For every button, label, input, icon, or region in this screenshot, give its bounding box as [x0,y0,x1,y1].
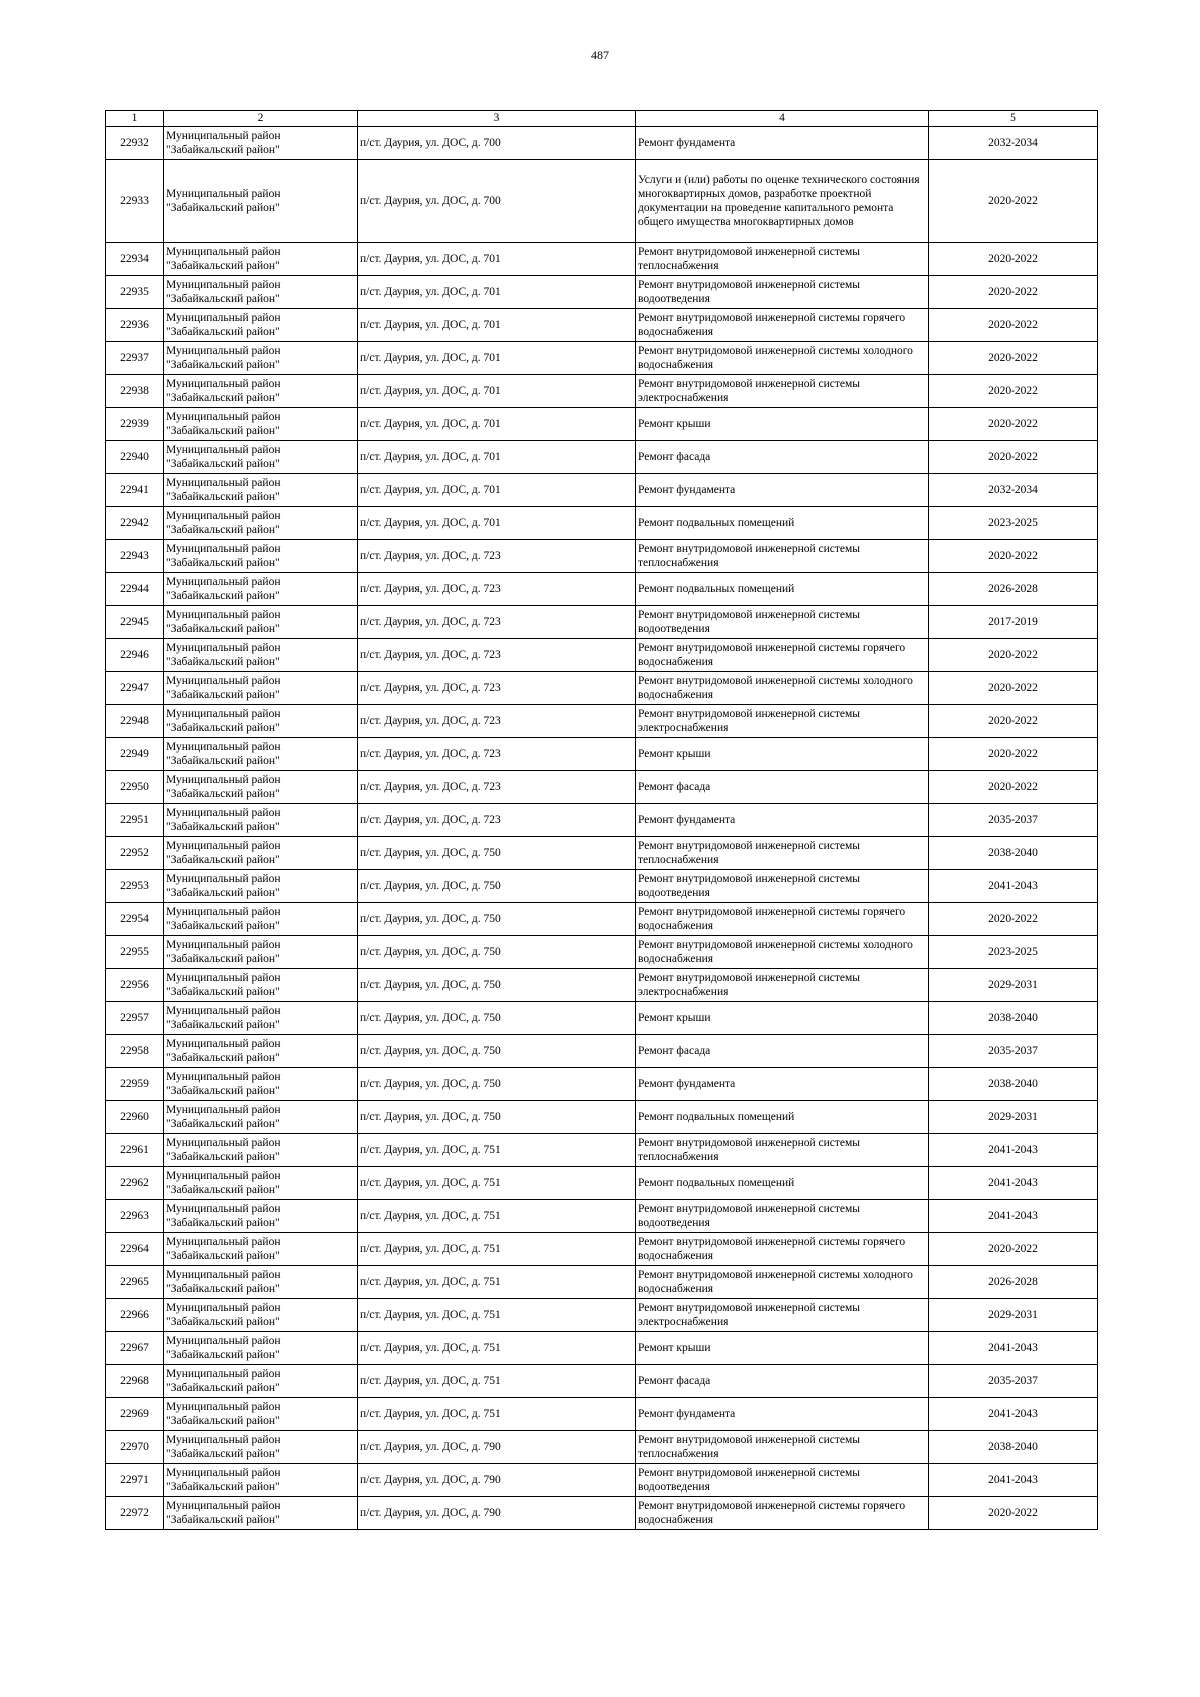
municipality-cell: Муниципальный район "Забайкальский район" [164,1266,358,1299]
municipality-cell: Муниципальный район "Забайкальский район" [164,1167,358,1200]
work-type-cell: Ремонт фундамента [636,1068,929,1101]
row-number: 22964 [106,1233,164,1266]
row-number: 22947 [106,672,164,705]
row-number: 22950 [106,771,164,804]
work-type-cell: Ремонт фасада [636,771,929,804]
period-cell: 2038-2040 [929,837,1098,870]
row-number: 22963 [106,1200,164,1233]
address-cell: п/ст. Даурия, ул. ДОС, д. 701 [358,276,636,309]
period-cell: 2041-2043 [929,1167,1098,1200]
table-row [106,1497,1098,1530]
work-type-cell: Ремонт внутридомовой инженерной системы теплоснабжения [636,540,929,573]
period-cell: 2032-2034 [929,127,1098,160]
period-cell: 2023-2025 [929,507,1098,540]
address-cell: п/ст. Даурия, ул. ДОС, д. 750 [358,936,636,969]
municipality-cell: Муниципальный район "Забайкальский район" [164,507,358,540]
period-cell: 2029-2031 [929,1101,1098,1134]
address-cell: п/ст. Даурия, ул. ДОС, д. 723 [358,606,636,639]
address-cell: п/ст. Даурия, ул. ДОС, д. 701 [358,441,636,474]
table-row [106,1233,1098,1266]
period-cell: 2041-2043 [929,1134,1098,1167]
period-cell: 2020-2022 [929,276,1098,309]
municipality-cell: Муниципальный район "Забайкальский район" [164,276,358,309]
table-row [106,672,1098,705]
work-type-cell: Ремонт внутридомовой инженерной системы электроснабжения [636,1299,929,1332]
column-header: 4 [636,111,929,127]
period-cell: 2038-2040 [929,1431,1098,1464]
work-type-cell: Ремонт внутридомовой инженерной системы водоотведения [636,870,929,903]
work-type-cell: Ремонт внутридомовой инженерной системы теплоснабжения [636,1134,929,1167]
municipality-cell: Муниципальный район "Забайкальский район" [164,1002,358,1035]
table-row [106,1167,1098,1200]
table-row [106,1035,1098,1068]
row-number: 22938 [106,375,164,408]
period-cell: 2026-2028 [929,1266,1098,1299]
work-type-cell: Ремонт фасада [636,441,929,474]
table-row [106,1068,1098,1101]
address-cell: п/ст. Даурия, ул. ДОС, д. 700 [358,160,636,243]
municipality-cell: Муниципальный район "Забайкальский район" [164,1365,358,1398]
work-type-cell: Ремонт внутридомовой инженерной системы теплоснабжения [636,243,929,276]
table-row [106,639,1098,672]
row-number: 22965 [106,1266,164,1299]
address-cell: п/ст. Даурия, ул. ДОС, д. 790 [358,1497,636,1530]
row-number: 22956 [106,969,164,1002]
municipality-cell: Муниципальный район "Забайкальский район" [164,408,358,441]
period-cell: 2035-2037 [929,804,1098,837]
work-type-cell: Ремонт внутридомовой инженерной системы горячего водоснабжения [636,1497,929,1530]
table-row [106,1299,1098,1332]
period-cell: 2023-2025 [929,936,1098,969]
period-cell: 2020-2022 [929,639,1098,672]
work-type-cell: Ремонт подвальных помещений [636,1167,929,1200]
work-type-cell: Ремонт внутридомовой инженерной системы электроснабжения [636,375,929,408]
address-cell: п/ст. Даурия, ул. ДОС, д. 723 [358,705,636,738]
row-number: 22949 [106,738,164,771]
column-header: 1 [106,111,164,127]
municipality-cell: Муниципальный район "Забайкальский район" [164,1464,358,1497]
table-row [106,969,1098,1002]
address-cell: п/ст. Даурия, ул. ДОС, д. 723 [358,771,636,804]
address-cell: п/ст. Даурия, ул. ДОС, д. 751 [358,1266,636,1299]
row-number: 22959 [106,1068,164,1101]
period-cell: 2035-2037 [929,1365,1098,1398]
work-type-cell: Ремонт внутридомовой инженерной системы водоотведения [636,1464,929,1497]
table-row [106,771,1098,804]
table-row [106,1002,1098,1035]
table-row [106,804,1098,837]
address-cell: п/ст. Даурия, ул. ДОС, д. 701 [358,375,636,408]
work-type-cell: Ремонт фасада [636,1365,929,1398]
table-row [106,1431,1098,1464]
period-cell: 2020-2022 [929,160,1098,243]
period-cell: 2020-2022 [929,1233,1098,1266]
work-type-cell: Ремонт подвальных помещений [636,507,929,540]
row-number: 22968 [106,1365,164,1398]
work-type-cell: Ремонт крыши [636,738,929,771]
municipality-cell: Муниципальный район "Забайкальский район" [164,705,358,738]
row-number: 22934 [106,243,164,276]
table-row [106,870,1098,903]
row-number: 22946 [106,639,164,672]
municipality-cell: Муниципальный район "Забайкальский район" [164,639,358,672]
municipality-cell: Муниципальный район "Забайкальский район" [164,1299,358,1332]
period-cell: 2041-2043 [929,1464,1098,1497]
period-cell: 2032-2034 [929,474,1098,507]
municipality-cell: Муниципальный район "Забайкальский район" [164,771,358,804]
row-number: 22966 [106,1299,164,1332]
work-type-cell: Ремонт крыши [636,1002,929,1035]
work-type-cell: Ремонт внутридомовой инженерной системы горячего водоснабжения [636,309,929,342]
municipality-cell: Муниципальный район "Забайкальский район" [164,1332,358,1365]
address-cell: п/ст. Даурия, ул. ДОС, д. 723 [358,639,636,672]
address-cell: п/ст. Даурия, ул. ДОС, д. 751 [358,1398,636,1431]
address-cell: п/ст. Даурия, ул. ДОС, д. 751 [358,1365,636,1398]
work-type-cell: Ремонт внутридомовой инженерной системы электроснабжения [636,969,929,1002]
work-type-cell: Ремонт фундамента [636,474,929,507]
table-row [106,408,1098,441]
row-number: 22943 [106,540,164,573]
row-number: 22969 [106,1398,164,1431]
period-cell: 2017-2019 [929,606,1098,639]
period-cell: 2029-2031 [929,969,1098,1002]
period-cell: 2020-2022 [929,441,1098,474]
row-number: 22957 [106,1002,164,1035]
address-cell: п/ст. Даурия, ул. ДОС, д. 750 [358,870,636,903]
period-cell: 2041-2043 [929,870,1098,903]
work-type-cell: Ремонт фасада [636,1035,929,1068]
municipality-cell: Муниципальный район "Забайкальский район" [164,309,358,342]
municipality-cell: Муниципальный район "Забайкальский район" [164,375,358,408]
address-cell: п/ст. Даурия, ул. ДОС, д. 751 [358,1167,636,1200]
capital-repair-table [105,110,1098,1530]
address-cell: п/ст. Даурия, ул. ДОС, д. 751 [358,1233,636,1266]
work-type-cell: Ремонт подвальных помещений [636,573,929,606]
row-number: 22933 [106,160,164,243]
table-row [106,474,1098,507]
table-row [106,127,1098,160]
table-row [106,837,1098,870]
work-type-cell: Ремонт крыши [636,1332,929,1365]
municipality-cell: Муниципальный район "Забайкальский район" [164,969,358,1002]
municipality-cell: Муниципальный район "Забайкальский район" [164,160,358,243]
work-type-cell: Ремонт внутридомовой инженерной системы теплоснабжения [636,837,929,870]
work-type-cell: Ремонт внутридомовой инженерной системы водоотведения [636,1200,929,1233]
table-row [106,276,1098,309]
address-cell: п/ст. Даурия, ул. ДОС, д. 751 [358,1200,636,1233]
address-cell: п/ст. Даурия, ул. ДОС, д. 750 [358,1101,636,1134]
period-cell: 2041-2043 [929,1200,1098,1233]
work-type-cell: Ремонт внутридомовой инженерной системы горячего водоснабжения [636,639,929,672]
row-number: 22961 [106,1134,164,1167]
work-type-cell: Ремонт крыши [636,408,929,441]
row-number: 22972 [106,1497,164,1530]
period-cell: 2020-2022 [929,903,1098,936]
work-type-cell: Ремонт внутридомовой инженерной системы теплоснабжения [636,1431,929,1464]
table-row [106,573,1098,606]
municipality-cell: Муниципальный район "Забайкальский район" [164,474,358,507]
municipality-cell: Муниципальный район "Забайкальский район" [164,243,358,276]
municipality-cell: Муниципальный район "Забайкальский район" [164,1134,358,1167]
municipality-cell: Муниципальный район "Забайкальский район" [164,672,358,705]
table-row [106,342,1098,375]
address-cell: п/ст. Даурия, ул. ДОС, д. 751 [358,1299,636,1332]
address-cell: п/ст. Даурия, ул. ДОС, д. 723 [358,672,636,705]
table-row [106,936,1098,969]
address-cell: п/ст. Даурия, ул. ДОС, д. 750 [358,1035,636,1068]
municipality-cell: Муниципальный район "Забайкальский район" [164,1398,358,1431]
table-row [106,738,1098,771]
table-row [106,540,1098,573]
row-number: 22939 [106,408,164,441]
work-type-cell: Ремонт внутридомовой инженерной системы горячего водоснабжения [636,1233,929,1266]
table-row [106,1266,1098,1299]
row-number: 22932 [106,127,164,160]
address-cell: п/ст. Даурия, ул. ДОС, д. 701 [358,408,636,441]
period-cell: 2020-2022 [929,1497,1098,1530]
address-cell: п/ст. Даурия, ул. ДОС, д. 751 [358,1134,636,1167]
period-cell: 2038-2040 [929,1068,1098,1101]
municipality-cell: Муниципальный район "Забайкальский район" [164,1035,358,1068]
work-type-cell: Ремонт внутридомовой инженерной системы холодного водоснабжения [636,342,929,375]
period-cell: 2020-2022 [929,738,1098,771]
municipality-cell: Муниципальный район "Забайкальский район" [164,870,358,903]
table-row [106,1464,1098,1497]
municipality-cell: Муниципальный район "Забайкальский район" [164,342,358,375]
period-cell: 2020-2022 [929,243,1098,276]
period-cell: 2020-2022 [929,705,1098,738]
table-row [106,309,1098,342]
period-cell: 2020-2022 [929,672,1098,705]
address-cell: п/ст. Даурия, ул. ДОС, д. 790 [358,1464,636,1497]
period-cell: 2020-2022 [929,771,1098,804]
row-number: 22942 [106,507,164,540]
municipality-cell: Муниципальный район "Забайкальский район" [164,1233,358,1266]
row-number: 22940 [106,441,164,474]
municipality-cell: Муниципальный район "Забайкальский район" [164,1497,358,1530]
column-header: 5 [929,111,1098,127]
work-type-cell: Ремонт подвальных помещений [636,1101,929,1134]
address-cell: п/ст. Даурия, ул. ДОС, д. 790 [358,1431,636,1464]
address-cell: п/ст. Даурия, ул. ДОС, д. 750 [358,1002,636,1035]
table-row [106,903,1098,936]
row-number: 22953 [106,870,164,903]
table-row [106,1332,1098,1365]
municipality-cell: Муниципальный район "Забайкальский район" [164,441,358,474]
work-type-cell: Ремонт внутридомовой инженерной системы электроснабжения [636,705,929,738]
period-cell: 2035-2037 [929,1035,1098,1068]
period-cell: 2020-2022 [929,375,1098,408]
table-row [106,1200,1098,1233]
row-number: 22936 [106,309,164,342]
table-row [106,243,1098,276]
row-number: 22937 [106,342,164,375]
work-type-cell: Ремонт внутридомовой инженерной системы холодного водоснабжения [636,1266,929,1299]
row-number: 22960 [106,1101,164,1134]
row-number: 22958 [106,1035,164,1068]
row-number: 22955 [106,936,164,969]
table-row [106,1398,1098,1431]
address-cell: п/ст. Даурия, ул. ДОС, д. 750 [358,903,636,936]
period-cell: 2020-2022 [929,342,1098,375]
address-cell: п/ст. Даурия, ул. ДОС, д. 723 [358,738,636,771]
municipality-cell: Муниципальный район "Забайкальский район" [164,903,358,936]
row-number: 22945 [106,606,164,639]
address-cell: п/ст. Даурия, ул. ДОС, д. 723 [358,540,636,573]
work-type-cell: Ремонт внутридомовой инженерной системы водоотведения [636,276,929,309]
row-number: 22944 [106,573,164,606]
table-row [106,1365,1098,1398]
work-type-cell: Услуги и (или) работы по оценке технического состояния многоквартирных домов, разработке проектной документации на проведение капитального ремонта общего имущества многоквартирных домов [636,160,929,243]
row-number: 22951 [106,804,164,837]
table-row [106,1101,1098,1134]
municipality-cell: Муниципальный район "Забайкальский район" [164,540,358,573]
row-number: 22971 [106,1464,164,1497]
table-row [106,507,1098,540]
work-type-cell: Ремонт внутридомовой инженерной системы холодного водоснабжения [636,936,929,969]
address-cell: п/ст. Даурия, ул. ДОС, д. 723 [358,804,636,837]
table-row [106,606,1098,639]
work-type-cell: Ремонт внутридомовой инженерной системы горячего водоснабжения [636,903,929,936]
address-cell: п/ст. Даурия, ул. ДОС, д. 723 [358,573,636,606]
address-cell: п/ст. Даурия, ул. ДОС, д. 750 [358,837,636,870]
address-cell: п/ст. Даурия, ул. ДОС, д. 701 [358,309,636,342]
address-cell: п/ст. Даурия, ул. ДОС, д. 750 [358,1068,636,1101]
column-number-row [106,111,1098,127]
period-cell: 2020-2022 [929,309,1098,342]
work-type-cell: Ремонт внутридомовой инженерной системы водоотведения [636,606,929,639]
column-header: 2 [164,111,358,127]
row-number: 22941 [106,474,164,507]
municipality-cell: Муниципальный район "Забайкальский район" [164,606,358,639]
period-cell: 2038-2040 [929,1002,1098,1035]
table-row [106,1134,1098,1167]
row-number: 22952 [106,837,164,870]
work-type-cell: Ремонт фундамента [636,804,929,837]
municipality-cell: Муниципальный район "Забайкальский район" [164,837,358,870]
period-cell: 2029-2031 [929,1299,1098,1332]
work-type-cell: Ремонт фундамента [636,1398,929,1431]
row-number: 22962 [106,1167,164,1200]
municipality-cell: Муниципальный район "Забайкальский район" [164,127,358,160]
table-row [106,705,1098,738]
period-cell: 2020-2022 [929,408,1098,441]
column-header: 3 [358,111,636,127]
page-number: 487 [591,48,609,62]
address-cell: п/ст. Даурия, ул. ДОС, д. 750 [358,969,636,1002]
row-number: 22970 [106,1431,164,1464]
period-cell: 2041-2043 [929,1332,1098,1365]
municipality-cell: Муниципальный район "Забайкальский район" [164,936,358,969]
address-cell: п/ст. Даурия, ул. ДОС, д. 751 [358,1332,636,1365]
table-row [106,441,1098,474]
municipality-cell: Муниципальный район "Забайкальский район" [164,1068,358,1101]
municipality-cell: Муниципальный район "Забайкальский район" [164,1101,358,1134]
table-row [106,160,1098,243]
address-cell: п/ст. Даурия, ул. ДОС, д. 701 [358,474,636,507]
work-type-cell: Ремонт внутридомовой инженерной системы холодного водоснабжения [636,672,929,705]
municipality-cell: Муниципальный район "Забайкальский район" [164,1431,358,1464]
period-cell: 2026-2028 [929,573,1098,606]
table-row [106,375,1098,408]
address-cell: п/ст. Даурия, ул. ДОС, д. 701 [358,243,636,276]
municipality-cell: Муниципальный район "Забайкальский район" [164,738,358,771]
row-number: 22935 [106,276,164,309]
work-type-cell: Ремонт фундамента [636,127,929,160]
municipality-cell: Муниципальный район "Забайкальский район" [164,804,358,837]
municipality-cell: Муниципальный район "Забайкальский район" [164,573,358,606]
row-number: 22954 [106,903,164,936]
municipality-cell: Муниципальный район "Забайкальский район" [164,1200,358,1233]
address-cell: п/ст. Даурия, ул. ДОС, д. 701 [358,507,636,540]
period-cell: 2041-2043 [929,1398,1098,1431]
row-number: 22948 [106,705,164,738]
address-cell: п/ст. Даурия, ул. ДОС, д. 701 [358,342,636,375]
period-cell: 2020-2022 [929,540,1098,573]
row-number: 22967 [106,1332,164,1365]
address-cell: п/ст. Даурия, ул. ДОС, д. 700 [358,127,636,160]
